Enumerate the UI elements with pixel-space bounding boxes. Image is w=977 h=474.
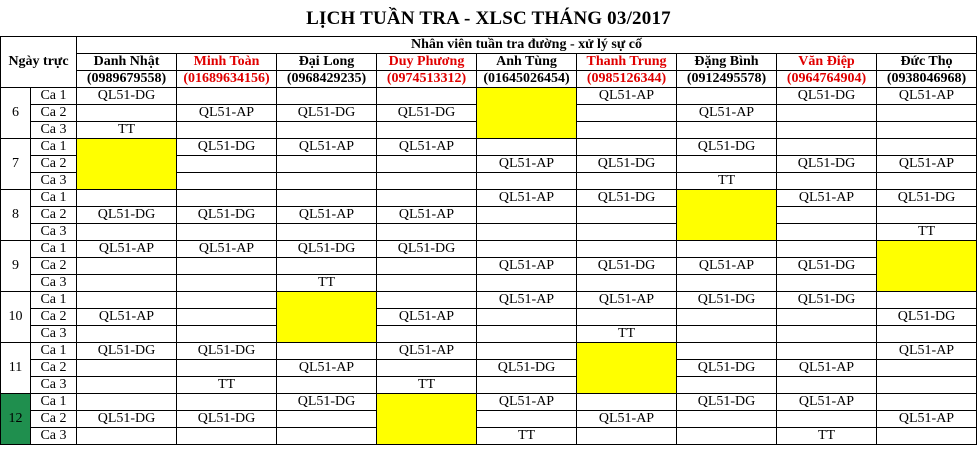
assignment-cell bbox=[277, 428, 377, 445]
assignment-cell bbox=[777, 122, 877, 139]
assignment-cell bbox=[777, 309, 877, 326]
assignment-cell: QL51-DG bbox=[177, 207, 277, 224]
assignment-cell bbox=[477, 411, 577, 428]
day-number: 10 bbox=[1, 292, 31, 343]
assignment-cell bbox=[677, 343, 777, 360]
shift-label: Ca 3 bbox=[31, 377, 77, 394]
assignment-cell bbox=[577, 139, 677, 156]
assignment-cell: QL51-AP bbox=[177, 241, 277, 258]
assignment-cell bbox=[477, 173, 577, 190]
shift-label: Ca 2 bbox=[31, 207, 77, 224]
assignment-cell bbox=[677, 309, 777, 326]
table-row bbox=[1, 139, 977, 156]
assignment-cell bbox=[877, 105, 977, 122]
staff-phone: (01645026454) bbox=[477, 71, 577, 88]
assignment-cell bbox=[577, 275, 677, 292]
assignment-cell bbox=[877, 122, 977, 139]
assignment-cell bbox=[677, 241, 777, 258]
assignment-cell bbox=[277, 377, 377, 394]
assignment-cell bbox=[677, 377, 777, 394]
assignment-cell: QL51-DG bbox=[177, 411, 277, 428]
assignment-cell bbox=[777, 173, 877, 190]
shift-label: Ca 2 bbox=[31, 309, 77, 326]
assignment-cell: QL51-AP bbox=[877, 156, 977, 173]
schedule-title: LỊCH TUẦN TRA - XLSC THÁNG 03/2017 bbox=[306, 8, 671, 29]
assignment-cell: QL51-DG bbox=[577, 258, 677, 275]
staff-phone: (0974513312) bbox=[377, 71, 477, 88]
shift-label: Ca 3 bbox=[31, 428, 77, 445]
assignment-cell bbox=[677, 428, 777, 445]
assignment-cell: QL51-AP bbox=[877, 88, 977, 105]
assignment-cell: QL51-AP bbox=[477, 292, 577, 309]
assignment-cell bbox=[577, 428, 677, 445]
assignment-cell bbox=[477, 224, 577, 241]
day-number: 12 bbox=[1, 394, 31, 445]
assignment-cell: QL51-AP bbox=[577, 411, 677, 428]
assignment-cell: QL51-AP bbox=[477, 258, 577, 275]
assignment-cell bbox=[677, 122, 777, 139]
assignment-cell: QL51-AP bbox=[777, 190, 877, 207]
table-row bbox=[1, 360, 977, 377]
day-number: 7 bbox=[1, 139, 31, 190]
assignment-cell bbox=[577, 207, 677, 224]
assignment-cell bbox=[677, 326, 777, 343]
staff-name: Đại Long bbox=[277, 54, 377, 71]
assignment-cell: QL51-DG bbox=[377, 105, 477, 122]
shift-label: Ca 1 bbox=[31, 343, 77, 360]
assignment-cell bbox=[777, 139, 877, 156]
shift-label: Ca 2 bbox=[31, 105, 77, 122]
assignment-cell: QL51-DG bbox=[77, 88, 177, 105]
assignment-cell bbox=[277, 343, 377, 360]
assignment-cell bbox=[477, 309, 577, 326]
assignment-cell bbox=[177, 360, 277, 377]
assignment-cell: QL51-AP bbox=[577, 292, 677, 309]
assignment-cell: QL51-AP bbox=[577, 88, 677, 105]
staff-phone: (0964764904) bbox=[777, 71, 877, 88]
assignment-cell bbox=[177, 190, 277, 207]
table-row bbox=[1, 343, 977, 360]
assignment-cell bbox=[177, 394, 277, 411]
assignment-cell: TT bbox=[177, 377, 277, 394]
assignment-cell: TT bbox=[677, 173, 777, 190]
assignment-cell: QL51-DG bbox=[277, 394, 377, 411]
assignment-cell bbox=[777, 105, 877, 122]
table-row bbox=[1, 258, 977, 275]
table-row bbox=[1, 394, 977, 411]
table-row bbox=[1, 275, 977, 292]
assignment-cell bbox=[177, 309, 277, 326]
assignment-cell bbox=[777, 241, 877, 258]
assignment-cell bbox=[877, 394, 977, 411]
assignment-cell: QL51-DG bbox=[177, 139, 277, 156]
assignment-cell bbox=[777, 343, 877, 360]
assignment-cell bbox=[877, 207, 977, 224]
assignment-cell bbox=[277, 88, 377, 105]
shift-label: Ca 1 bbox=[31, 292, 77, 309]
assignment-cell bbox=[177, 122, 277, 139]
assignment-cell: QL51-AP bbox=[677, 258, 777, 275]
assignment-cell bbox=[77, 360, 177, 377]
assignment-cell bbox=[177, 88, 277, 105]
assignment-cell bbox=[577, 241, 677, 258]
assignment-cell bbox=[877, 377, 977, 394]
staff-group-header: Nhân viên tuần tra đường - xử lý sự cố bbox=[77, 37, 977, 54]
assignment-cell bbox=[377, 156, 477, 173]
assignment-cell bbox=[577, 394, 677, 411]
shift-label: Ca 3 bbox=[31, 173, 77, 190]
assignment-cell bbox=[477, 343, 577, 360]
shift-label: Ca 1 bbox=[31, 88, 77, 105]
staff-name: Minh Toàn bbox=[177, 54, 277, 71]
day-off-cell bbox=[277, 292, 377, 343]
assignment-cell: TT bbox=[77, 122, 177, 139]
assignment-cell bbox=[177, 258, 277, 275]
assignment-cell bbox=[77, 394, 177, 411]
day-number: 11 bbox=[1, 343, 31, 394]
assignment-cell bbox=[377, 122, 477, 139]
assignment-cell: QL51-AP bbox=[677, 105, 777, 122]
day-off-cell bbox=[677, 190, 777, 241]
assignment-cell: QL51-AP bbox=[377, 207, 477, 224]
assignment-cell: QL51-DG bbox=[377, 241, 477, 258]
staff-phone: (0968429235) bbox=[277, 71, 377, 88]
assignment-cell bbox=[777, 207, 877, 224]
assignment-cell: QL51-AP bbox=[777, 360, 877, 377]
assignment-cell bbox=[777, 275, 877, 292]
assignment-cell bbox=[477, 326, 577, 343]
assignment-cell bbox=[377, 258, 477, 275]
shift-label: Ca 3 bbox=[31, 326, 77, 343]
assignment-cell bbox=[677, 156, 777, 173]
assignment-cell: QL51-AP bbox=[277, 139, 377, 156]
staff-phone: (0985126344) bbox=[577, 71, 677, 88]
assignment-cell bbox=[777, 326, 877, 343]
assignment-cell: QL51-AP bbox=[277, 207, 377, 224]
day-off-cell bbox=[377, 394, 477, 445]
assignment-cell bbox=[477, 207, 577, 224]
shift-label: Ca 2 bbox=[31, 258, 77, 275]
assignment-cell bbox=[677, 411, 777, 428]
staff-name: Duy Phương bbox=[377, 54, 477, 71]
assignment-cell bbox=[577, 122, 677, 139]
assignment-cell: QL51-DG bbox=[777, 292, 877, 309]
assignment-cell bbox=[577, 309, 677, 326]
assignment-cell: QL51-DG bbox=[277, 105, 377, 122]
assignment-cell bbox=[277, 224, 377, 241]
assignment-cell bbox=[377, 88, 477, 105]
assignment-cell bbox=[277, 411, 377, 428]
table-row bbox=[1, 411, 977, 428]
assignment-cell: TT bbox=[377, 377, 477, 394]
assignment-cell bbox=[377, 190, 477, 207]
staff-phone: (0989679558) bbox=[77, 71, 177, 88]
assignment-cell: QL51-DG bbox=[777, 88, 877, 105]
assignment-cell: QL51-AP bbox=[477, 394, 577, 411]
assignment-cell: QL51-DG bbox=[177, 343, 277, 360]
shift-label: Ca 1 bbox=[31, 394, 77, 411]
assignment-cell: QL51-AP bbox=[277, 360, 377, 377]
assignment-cell: QL51-DG bbox=[677, 139, 777, 156]
assignment-cell bbox=[577, 173, 677, 190]
staff-name: Đức Thọ bbox=[877, 54, 977, 71]
assignment-cell bbox=[377, 224, 477, 241]
assignment-cell bbox=[177, 156, 277, 173]
assignment-cell bbox=[77, 190, 177, 207]
assignment-cell bbox=[477, 377, 577, 394]
assignment-cell bbox=[177, 224, 277, 241]
assignment-cell bbox=[377, 275, 477, 292]
shift-label: Ca 2 bbox=[31, 156, 77, 173]
shift-label: Ca 1 bbox=[31, 190, 77, 207]
assignment-cell bbox=[77, 292, 177, 309]
assignment-cell: QL51-AP bbox=[477, 190, 577, 207]
day-off-cell bbox=[77, 139, 177, 190]
assignment-cell bbox=[177, 292, 277, 309]
assignment-cell: TT bbox=[877, 224, 977, 241]
assignment-cell: QL51-AP bbox=[77, 241, 177, 258]
shift-label: Ca 1 bbox=[31, 241, 77, 258]
assignment-cell bbox=[777, 377, 877, 394]
assignment-cell bbox=[377, 326, 477, 343]
assignment-cell: QL51-DG bbox=[877, 309, 977, 326]
table-row bbox=[1, 224, 977, 241]
shift-label: Ca 3 bbox=[31, 122, 77, 139]
assignment-cell: QL51-AP bbox=[877, 411, 977, 428]
day-number: 6 bbox=[1, 88, 31, 139]
assignment-cell bbox=[677, 88, 777, 105]
table-row bbox=[1, 326, 977, 343]
assignment-cell bbox=[577, 224, 677, 241]
assignment-cell: TT bbox=[277, 275, 377, 292]
assignment-cell bbox=[377, 360, 477, 377]
assignment-cell bbox=[877, 139, 977, 156]
assignment-cell: QL51-AP bbox=[477, 156, 577, 173]
assignment-cell bbox=[877, 326, 977, 343]
assignment-cell: QL51-DG bbox=[877, 190, 977, 207]
assignment-cell bbox=[277, 122, 377, 139]
assignment-cell: QL51-AP bbox=[177, 105, 277, 122]
assignment-cell: QL51-AP bbox=[777, 394, 877, 411]
assignment-cell: QL51-AP bbox=[377, 309, 477, 326]
day-column-header: Ngày trực bbox=[1, 37, 77, 88]
assignment-cell: QL51-DG bbox=[677, 394, 777, 411]
assignment-cell: QL51-AP bbox=[877, 343, 977, 360]
table-row bbox=[1, 241, 977, 258]
staff-name: Anh Tùng bbox=[477, 54, 577, 71]
assignment-cell: TT bbox=[577, 326, 677, 343]
assignment-cell bbox=[277, 190, 377, 207]
table-row bbox=[1, 428, 977, 445]
staff-name: Văn Điệp bbox=[777, 54, 877, 71]
assignment-cell bbox=[77, 428, 177, 445]
assignment-cell bbox=[877, 428, 977, 445]
staff-name: Danh Nhật bbox=[77, 54, 177, 71]
assignment-cell bbox=[377, 173, 477, 190]
table-row bbox=[1, 309, 977, 326]
assignment-cell bbox=[277, 258, 377, 275]
staff-phone: (0912495578) bbox=[677, 71, 777, 88]
staff-name: Thanh Trung bbox=[577, 54, 677, 71]
assignment-cell bbox=[177, 173, 277, 190]
assignment-cell bbox=[777, 224, 877, 241]
patrol-schedule-table bbox=[0, 36, 977, 445]
day-number: 9 bbox=[1, 241, 31, 292]
assignment-cell bbox=[77, 105, 177, 122]
shift-label: Ca 1 bbox=[31, 139, 77, 156]
assignment-cell bbox=[77, 275, 177, 292]
assignment-cell: QL51-AP bbox=[377, 343, 477, 360]
staff-phone: (01689634156) bbox=[177, 71, 277, 88]
assignment-cell bbox=[77, 224, 177, 241]
day-off-cell bbox=[477, 88, 577, 139]
assignment-cell bbox=[77, 326, 177, 343]
shift-label: Ca 3 bbox=[31, 224, 77, 241]
shift-label: Ca 3 bbox=[31, 275, 77, 292]
staff-phone: (0938046968) bbox=[877, 71, 977, 88]
assignment-cell: QL51-DG bbox=[677, 292, 777, 309]
table-row bbox=[1, 88, 977, 105]
assignment-cell bbox=[277, 173, 377, 190]
assignment-cell: QL51-DG bbox=[577, 190, 677, 207]
shift-label: Ca 2 bbox=[31, 360, 77, 377]
assignment-cell bbox=[77, 258, 177, 275]
assignment-cell bbox=[377, 292, 477, 309]
shift-label: Ca 2 bbox=[31, 411, 77, 428]
assignment-cell bbox=[277, 156, 377, 173]
assignment-cell: QL51-DG bbox=[477, 360, 577, 377]
assignment-cell: QL51-AP bbox=[377, 139, 477, 156]
table-row bbox=[1, 190, 977, 207]
assignment-cell: QL51-DG bbox=[677, 360, 777, 377]
table-row bbox=[1, 377, 977, 394]
assignment-cell bbox=[877, 173, 977, 190]
assignment-cell: QL51-DG bbox=[77, 343, 177, 360]
day-number: 8 bbox=[1, 190, 31, 241]
table-row bbox=[1, 292, 977, 309]
assignment-cell: TT bbox=[477, 428, 577, 445]
assignment-cell bbox=[577, 105, 677, 122]
assignment-cell: QL51-AP bbox=[77, 309, 177, 326]
assignment-cell: QL51-DG bbox=[277, 241, 377, 258]
assignment-cell bbox=[177, 428, 277, 445]
assignment-cell bbox=[177, 275, 277, 292]
assignment-cell: TT bbox=[777, 428, 877, 445]
assignment-cell bbox=[477, 275, 577, 292]
assignment-cell: QL51-DG bbox=[777, 258, 877, 275]
day-off-cell bbox=[877, 241, 977, 292]
assignment-cell bbox=[677, 275, 777, 292]
assignment-cell bbox=[877, 360, 977, 377]
day-off-cell bbox=[577, 343, 677, 394]
table-row bbox=[1, 207, 977, 224]
assignment-cell bbox=[77, 377, 177, 394]
assignment-cell: QL51-DG bbox=[777, 156, 877, 173]
assignment-cell bbox=[177, 326, 277, 343]
assignment-cell: QL51-DG bbox=[77, 411, 177, 428]
assignment-cell bbox=[777, 411, 877, 428]
assignment-cell: QL51-DG bbox=[77, 207, 177, 224]
assignment-cell bbox=[877, 292, 977, 309]
assignment-cell: QL51-DG bbox=[577, 156, 677, 173]
assignment-cell bbox=[477, 241, 577, 258]
staff-name: Đặng Bình bbox=[677, 54, 777, 71]
assignment-cell bbox=[477, 139, 577, 156]
